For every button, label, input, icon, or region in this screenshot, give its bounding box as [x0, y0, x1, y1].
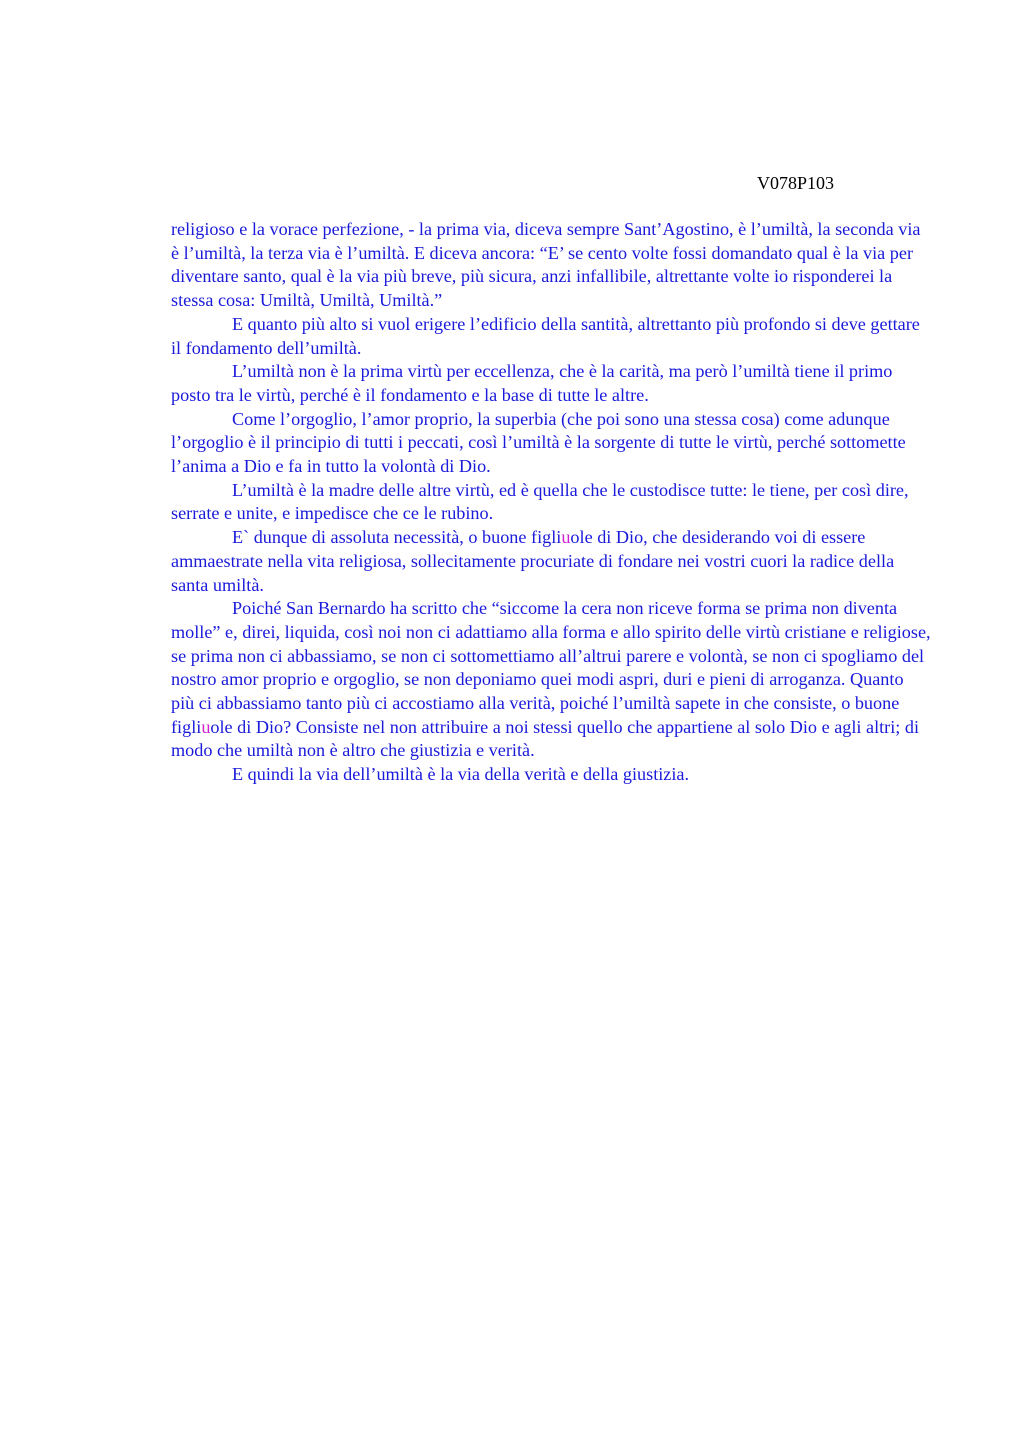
- text-run: E quindi la via dell’umiltà è la via della verità e della giustizia.: [232, 764, 690, 785]
- text-run: E quanto più alto si vuol erigere l’edificio della santità, altrettanto più profondo si deve gettare il fondamento dell’umiltà.: [171, 313, 920, 358]
- paragraph: [171, 218, 931, 313]
- paragraph: [171, 360, 931, 407]
- text-run: L’umiltà è la madre delle altre virtù, ed è quella che le custodisce tutte: le tiene, per così dire, serrate e unite, e impedisce che ce le rubino.: [171, 479, 909, 524]
- document-body: [171, 218, 931, 787]
- text-run: E` dunque di assoluta necessità, o buone figli: [232, 527, 562, 548]
- paragraph: [171, 597, 931, 763]
- text-run: Poiché San Bernardo ha scritto che “siccome la cera non riceve forma se prima non diventa molle” e, direi, liquida, così noi non ci adattiamo alla forma e allo spirito delle virtù cristiane e religiose, se prima non ci abbassiamo, se non ci sottomettiamo all’altrui parere e volontà, se non ci spogliamo del nostro amor proprio e orgoglio, se non deponiamo quei modi aspri, duri e pieni di arroganza. Quanto più ci abbassiamo tanto più ci accostiamo alla verità, poiché l’umiltà sapete in che consiste, o buone figli: [171, 598, 931, 737]
- paragraph: [171, 313, 931, 360]
- paragraph: [171, 408, 931, 479]
- text-run: religioso e la vorace perfezione, - la prima via, diceva sempre Sant’Agostino, è l’umiltà, la seconda via è l’umiltà, la terza via è l’umiltà. E diceva ancora: “E’ se cento volte fossi domandato qual è la via per diventare santo, qual è la via più breve, più sicura, anzi infallibile, altrettante volte io risponderei la stessa cosa: Umiltà, Umiltà, Umiltà.”: [171, 219, 921, 311]
- text-run: ole di Dio? Consiste nel non attribuire a noi stessi quello che appartiene al solo Dio e agli altri; di modo che umiltà non è altro che giustizia e verità.: [171, 716, 920, 761]
- paragraph: [171, 763, 931, 787]
- page-identifier: V078P103: [757, 173, 835, 193]
- text-run: ole di Dio, che desiderando voi di essere ammaestrate nella vita religiosa, sollecitamente procuriate di fondare nei vostri cuori la radice della santa umiltà.: [171, 527, 895, 595]
- paragraph: [171, 526, 931, 597]
- paragraph: [171, 479, 931, 526]
- highlighted-correction: u: [201, 716, 211, 737]
- text-run: Come l’orgoglio, l’amor proprio, la superbia (che poi sono una stessa cosa) come adunque l’orgoglio è il principio di tutti i peccati, così l’umiltà è la sorgente di tutte le virtù, perché sottomette l’anima a Dio e fa in tutto la volontà di Dio.: [171, 408, 906, 477]
- highlighted-correction: u: [561, 527, 571, 548]
- text-run: L’umiltà non è la prima virtù per eccellenza, che è la carità, ma però l’umiltà tiene il primo posto tra le virtù, perché è il fondamento e la base di tutte le altre.: [171, 361, 893, 405]
